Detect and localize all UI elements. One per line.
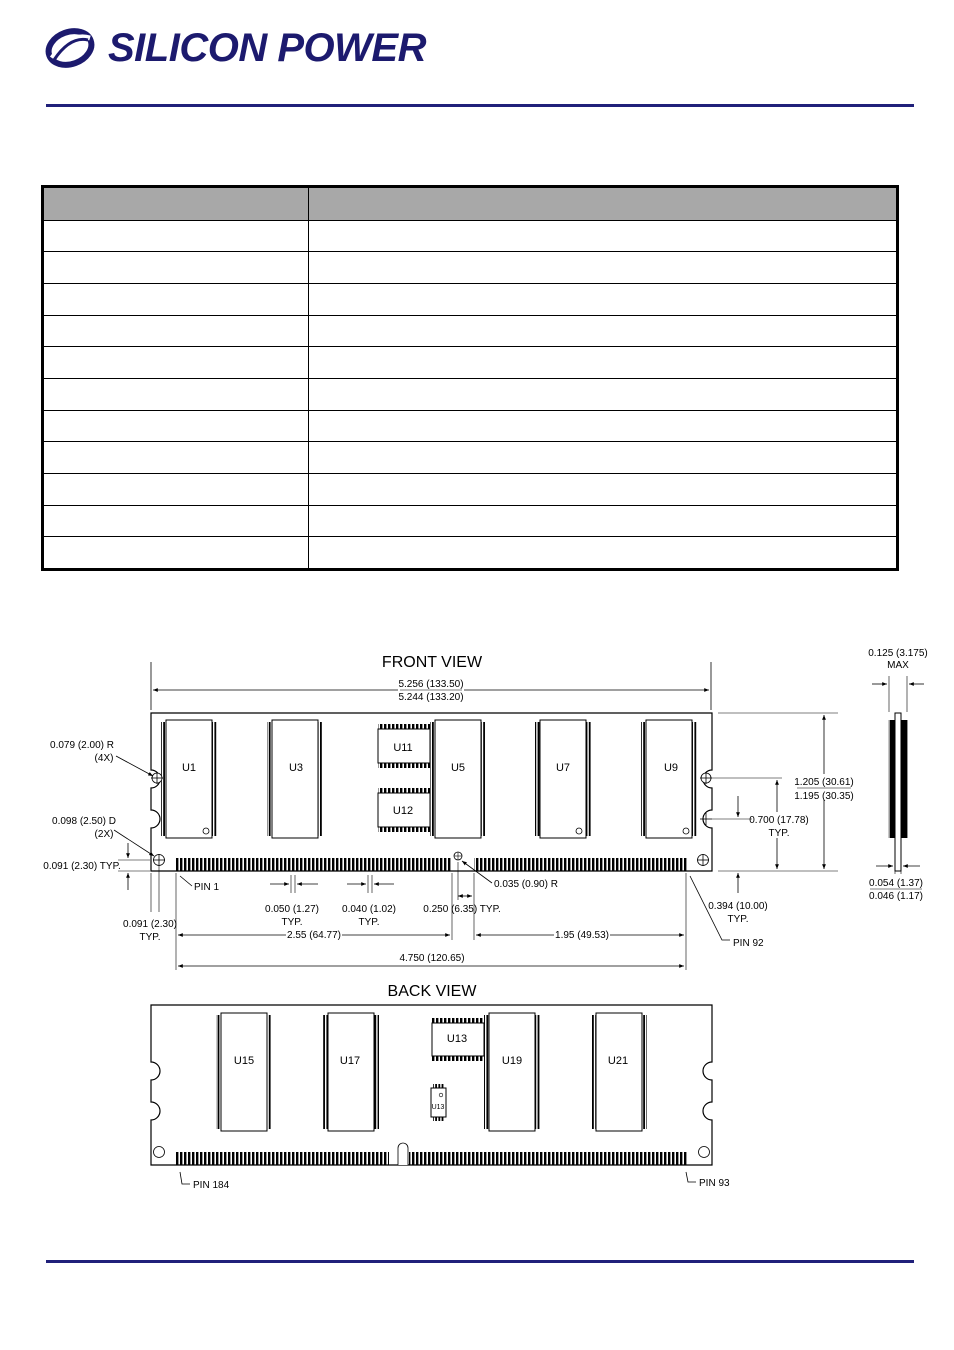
- back-chip-u15: [216, 1013, 272, 1131]
- front-chip-u12: [378, 788, 430, 832]
- back-tiny-chip: [431, 1084, 446, 1121]
- label-pin92: PIN 92: [733, 938, 764, 949]
- chip-label: U15: [233, 1055, 255, 1067]
- dim-hole-height-typ: TYP.: [768, 828, 790, 839]
- table-cell: [309, 410, 898, 442]
- dim-pad-width: 0.040 (1.02): [342, 904, 396, 915]
- table-cell: [43, 410, 309, 442]
- table-row: [43, 220, 898, 252]
- side-chip-back: [901, 720, 906, 838]
- table-row: [43, 284, 898, 316]
- chip-label: U1: [181, 762, 197, 774]
- table-cell: [43, 284, 309, 316]
- table-row: [43, 442, 898, 474]
- chip-body: [540, 720, 586, 838]
- chip-body: [596, 1013, 642, 1131]
- table-cell: [43, 379, 309, 411]
- side-chip-front: [890, 720, 895, 838]
- table-cell: [309, 442, 898, 474]
- dim-overall-bottom: 5.244 (133.20): [398, 692, 464, 703]
- dim-key-offset: 0.250 (6.35) TYP.: [423, 904, 501, 915]
- chip-label: U13: [446, 1033, 468, 1045]
- chip-label: U5: [450, 762, 466, 774]
- front-edge-pins-right: [474, 858, 688, 871]
- chip-body: [646, 720, 692, 838]
- table-cell: [309, 537, 898, 570]
- back-chip-u19: [484, 1013, 540, 1131]
- table-header-row: [43, 187, 898, 221]
- back-edge-pins-left: [175, 1152, 389, 1165]
- table-cell: [309, 505, 898, 537]
- front-chip-u3: [267, 720, 323, 838]
- front-chip-u9: [641, 720, 697, 838]
- chip-body: [435, 720, 481, 838]
- chip-label: U21: [607, 1055, 629, 1067]
- table-cell: [309, 473, 898, 505]
- table-cell: [309, 347, 898, 379]
- dim-key-radius: 0.035 (0.90) R: [494, 879, 558, 890]
- table-cell: [309, 220, 898, 252]
- back-chip-u13: [432, 1018, 484, 1061]
- table-row: [43, 347, 898, 379]
- label-pin93: PIN 93: [699, 1178, 730, 1189]
- table-row: [43, 473, 898, 505]
- dim-pad-width-typ: TYP.: [358, 917, 380, 928]
- chip-label: U9: [663, 762, 679, 774]
- table-cell: [43, 473, 309, 505]
- dim-pitch-typ: TYP.: [281, 917, 303, 928]
- front-chip-u7: [535, 720, 591, 838]
- table-row: [43, 315, 898, 347]
- dim-overall-top: 5.256 (133.50): [398, 679, 464, 690]
- back-chip-u17: [323, 1013, 379, 1131]
- side-pcb: [895, 713, 901, 871]
- dim-pcb-top: 0.054 (1.37): [869, 878, 923, 889]
- dim-pitch: 0.050 (1.27): [265, 904, 319, 915]
- chip-body: [272, 720, 318, 838]
- front-edge-pins-left: [175, 858, 452, 871]
- silicon-power-swirl-icon: [44, 28, 100, 68]
- dim-hole-offset-x-typ: TYP.: [139, 932, 161, 943]
- chip-label: U7: [555, 762, 571, 774]
- dim-height-top: 1.205 (30.61): [794, 777, 854, 788]
- dim-pin-span: 4.750 (120.65): [399, 953, 465, 964]
- table-row: [43, 379, 898, 411]
- side-chip-legs: [888, 720, 890, 838]
- chip-body: [166, 720, 212, 838]
- dim-radius-count: (4X): [94, 753, 114, 764]
- chip-legs: [433, 1117, 444, 1121]
- chip-body: [489, 1013, 535, 1131]
- table-row: [43, 252, 898, 284]
- table-cell: [43, 220, 309, 252]
- table-cell: [43, 315, 309, 347]
- dim-hole-dia: 0.098 (2.50) D: [52, 816, 116, 827]
- table-cell: [309, 315, 898, 347]
- table-cell: [43, 537, 309, 570]
- table-cell: [309, 379, 898, 411]
- leader-line: [180, 1172, 190, 1184]
- dim-right-section: 1.95 (49.53): [555, 930, 609, 941]
- dim-thickness-max: MAX: [887, 660, 909, 671]
- chip-label: U11: [393, 742, 413, 754]
- front-chip-u5: [430, 720, 486, 838]
- leader-line: [180, 876, 192, 886]
- dim-hole-count: (2X): [94, 829, 114, 840]
- table-cell: [309, 284, 898, 316]
- dim-height-bottom: 1.195 (30.35): [794, 791, 854, 802]
- chip-label: U13: [431, 1104, 445, 1111]
- table-cell: [43, 252, 309, 284]
- dim-hole-height: 0.700 (17.78): [749, 815, 809, 826]
- dim-left-section: 2.55 (64.77): [287, 930, 341, 941]
- leader-line: [686, 1172, 696, 1182]
- chip-label: U17: [339, 1055, 361, 1067]
- table-cell: [43, 347, 309, 379]
- table-cell: [43, 505, 309, 537]
- chip-label: U19: [501, 1055, 523, 1067]
- dim-hole-offset-x: 0.091 (2.30): [123, 919, 177, 930]
- table-row: [43, 537, 898, 570]
- dim-radius-notch: 0.079 (2.00) R: [50, 740, 114, 751]
- table-cell: [43, 442, 309, 474]
- table-row: [43, 410, 898, 442]
- module-dimension-drawing: [40, 640, 930, 1200]
- dim-edge-height: 0.394 (10.00): [708, 901, 768, 912]
- key-notch: [398, 1143, 408, 1165]
- brand-name: SILICON POWER: [108, 26, 426, 70]
- chip-body: [431, 1088, 446, 1117]
- chip-body: [221, 1013, 267, 1131]
- table-header-cell: [309, 187, 898, 221]
- table-row: [43, 505, 898, 537]
- front-view-title: FRONT VIEW: [381, 654, 483, 671]
- table-cell: [309, 252, 898, 284]
- side-chip-legs: [906, 720, 908, 838]
- back-chip-u21: [591, 1013, 647, 1131]
- dim-pcb-bottom: 0.046 (1.17): [869, 891, 923, 902]
- dim-hole-offset-y: 0.091 (2.30) TYP.: [43, 861, 121, 872]
- label-pin184: PIN 184: [193, 1180, 230, 1191]
- chip-label: U3: [288, 762, 304, 774]
- back-edge-pins-right: [409, 1152, 687, 1165]
- footer-rule: [46, 1260, 914, 1263]
- chip-legs: [433, 1084, 444, 1088]
- chip-label: U12: [392, 805, 414, 817]
- label-pin1: PIN 1: [194, 882, 220, 893]
- spec-table: [41, 185, 899, 571]
- chip-body: [328, 1013, 374, 1131]
- leader-line: [116, 756, 153, 776]
- tooling-hole: [154, 1147, 165, 1158]
- dim-edge-height-typ: TYP.: [727, 914, 749, 925]
- key-notch: [454, 852, 462, 860]
- back-view-title: BACK VIEW: [387, 983, 477, 1000]
- leader-line: [114, 830, 154, 856]
- front-chip-u1: [40, 640, 217, 838]
- dim-thickness: 0.125 (3.175): [868, 648, 928, 659]
- front-chip-u11: [378, 724, 430, 768]
- table-header-cell: [43, 187, 309, 221]
- tooling-hole: [699, 1147, 710, 1158]
- header-rule: [46, 104, 914, 107]
